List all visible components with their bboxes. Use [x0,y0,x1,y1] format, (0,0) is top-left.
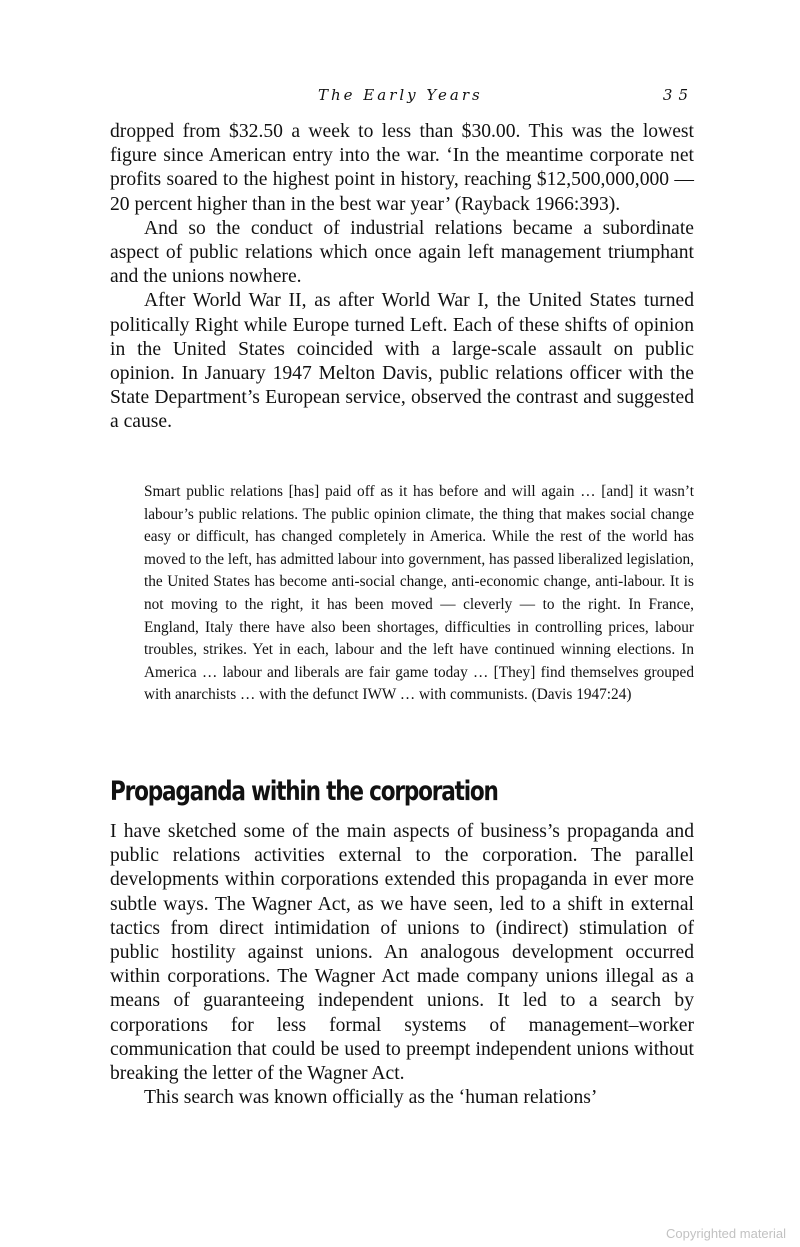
paragraph: This search was known officially as the ‘human relations’ [144,1087,598,1109]
running-header [110,86,694,108]
paragraph: After World War II, as after World War I, the United States turned politically Right while Europe turned Left. Each of these shifts of opinion in the United States coincided with a large-scale assault on public opinion. In January 1947 Melton Davis, public relations officer with the State Department’s European service, observed the contrast and suggested a cause. [110,290,694,433]
body-text-after-heading [110,820,694,1110]
copyright-watermark: Copyrighted material [666,1226,786,1241]
paragraph: dropped from $32.50 a week to less than $30.00. This was the lowest figure since American entry into the war. ‘In the meantime corporate net profits soared to the highest point in history, reaching $12,500,000,000 — 20 percent higher than in the best war year’ (Rayback 1966:393). [110,121,694,215]
paragraph: And so the conduct of industrial relations became a subordinate aspect of public relations which once again left management triumphant and the unions nowhere. [110,217,694,288]
body-text-before-quote [110,120,694,435]
paragraph: I have sketched some of the main aspects of business’s propaganda and public relations activities external to the corporation. The parallel developments within corporations extended this propaganda in ever more subtle ways. The Wagner Act, as we have seen, led to a shift in external tactics from direct intimidation of unions to (indirect) stimulation of public hostility against unions. An analogous development occurred within corporations. The Wagner Act made company unions illegal as a means of guaranteeing independent unions. It led to a search by corporations for less formal systems of management–worker communication that could be used to preempt independent unions without breaking the letter of the Wagner Act. [110,821,694,1085]
block-quote: Smart public relations [has] paid off as it has before and will again … [and] it wasn’t labour’s public relations. The public opinion climate, the thing that makes social change easy or difficult, has changed completely in America. While the rest of the world has moved to the left, has admitted labour into government, has passed liberalized legislation, the United States has become anti-social change, anti-economic change, anti-labour. It is not moving to the right, it has been moved — cleverly — to the right. In France, England, Italy there have also been shortages, difficulties in controlling prices, labour troubles, strikes. Yet in each, labour and the left have continued winning elections. In America … labour and liberals are fair game today … [They] find themselves grouped with anarchists … with the defunct IWW … with communists. (Davis 1947:24) [144,483,694,704]
section-heading: Propaganda within the corporation [110,776,498,807]
page-number: 35 [662,86,694,104]
running-header-title: The Early Years [318,86,483,104]
